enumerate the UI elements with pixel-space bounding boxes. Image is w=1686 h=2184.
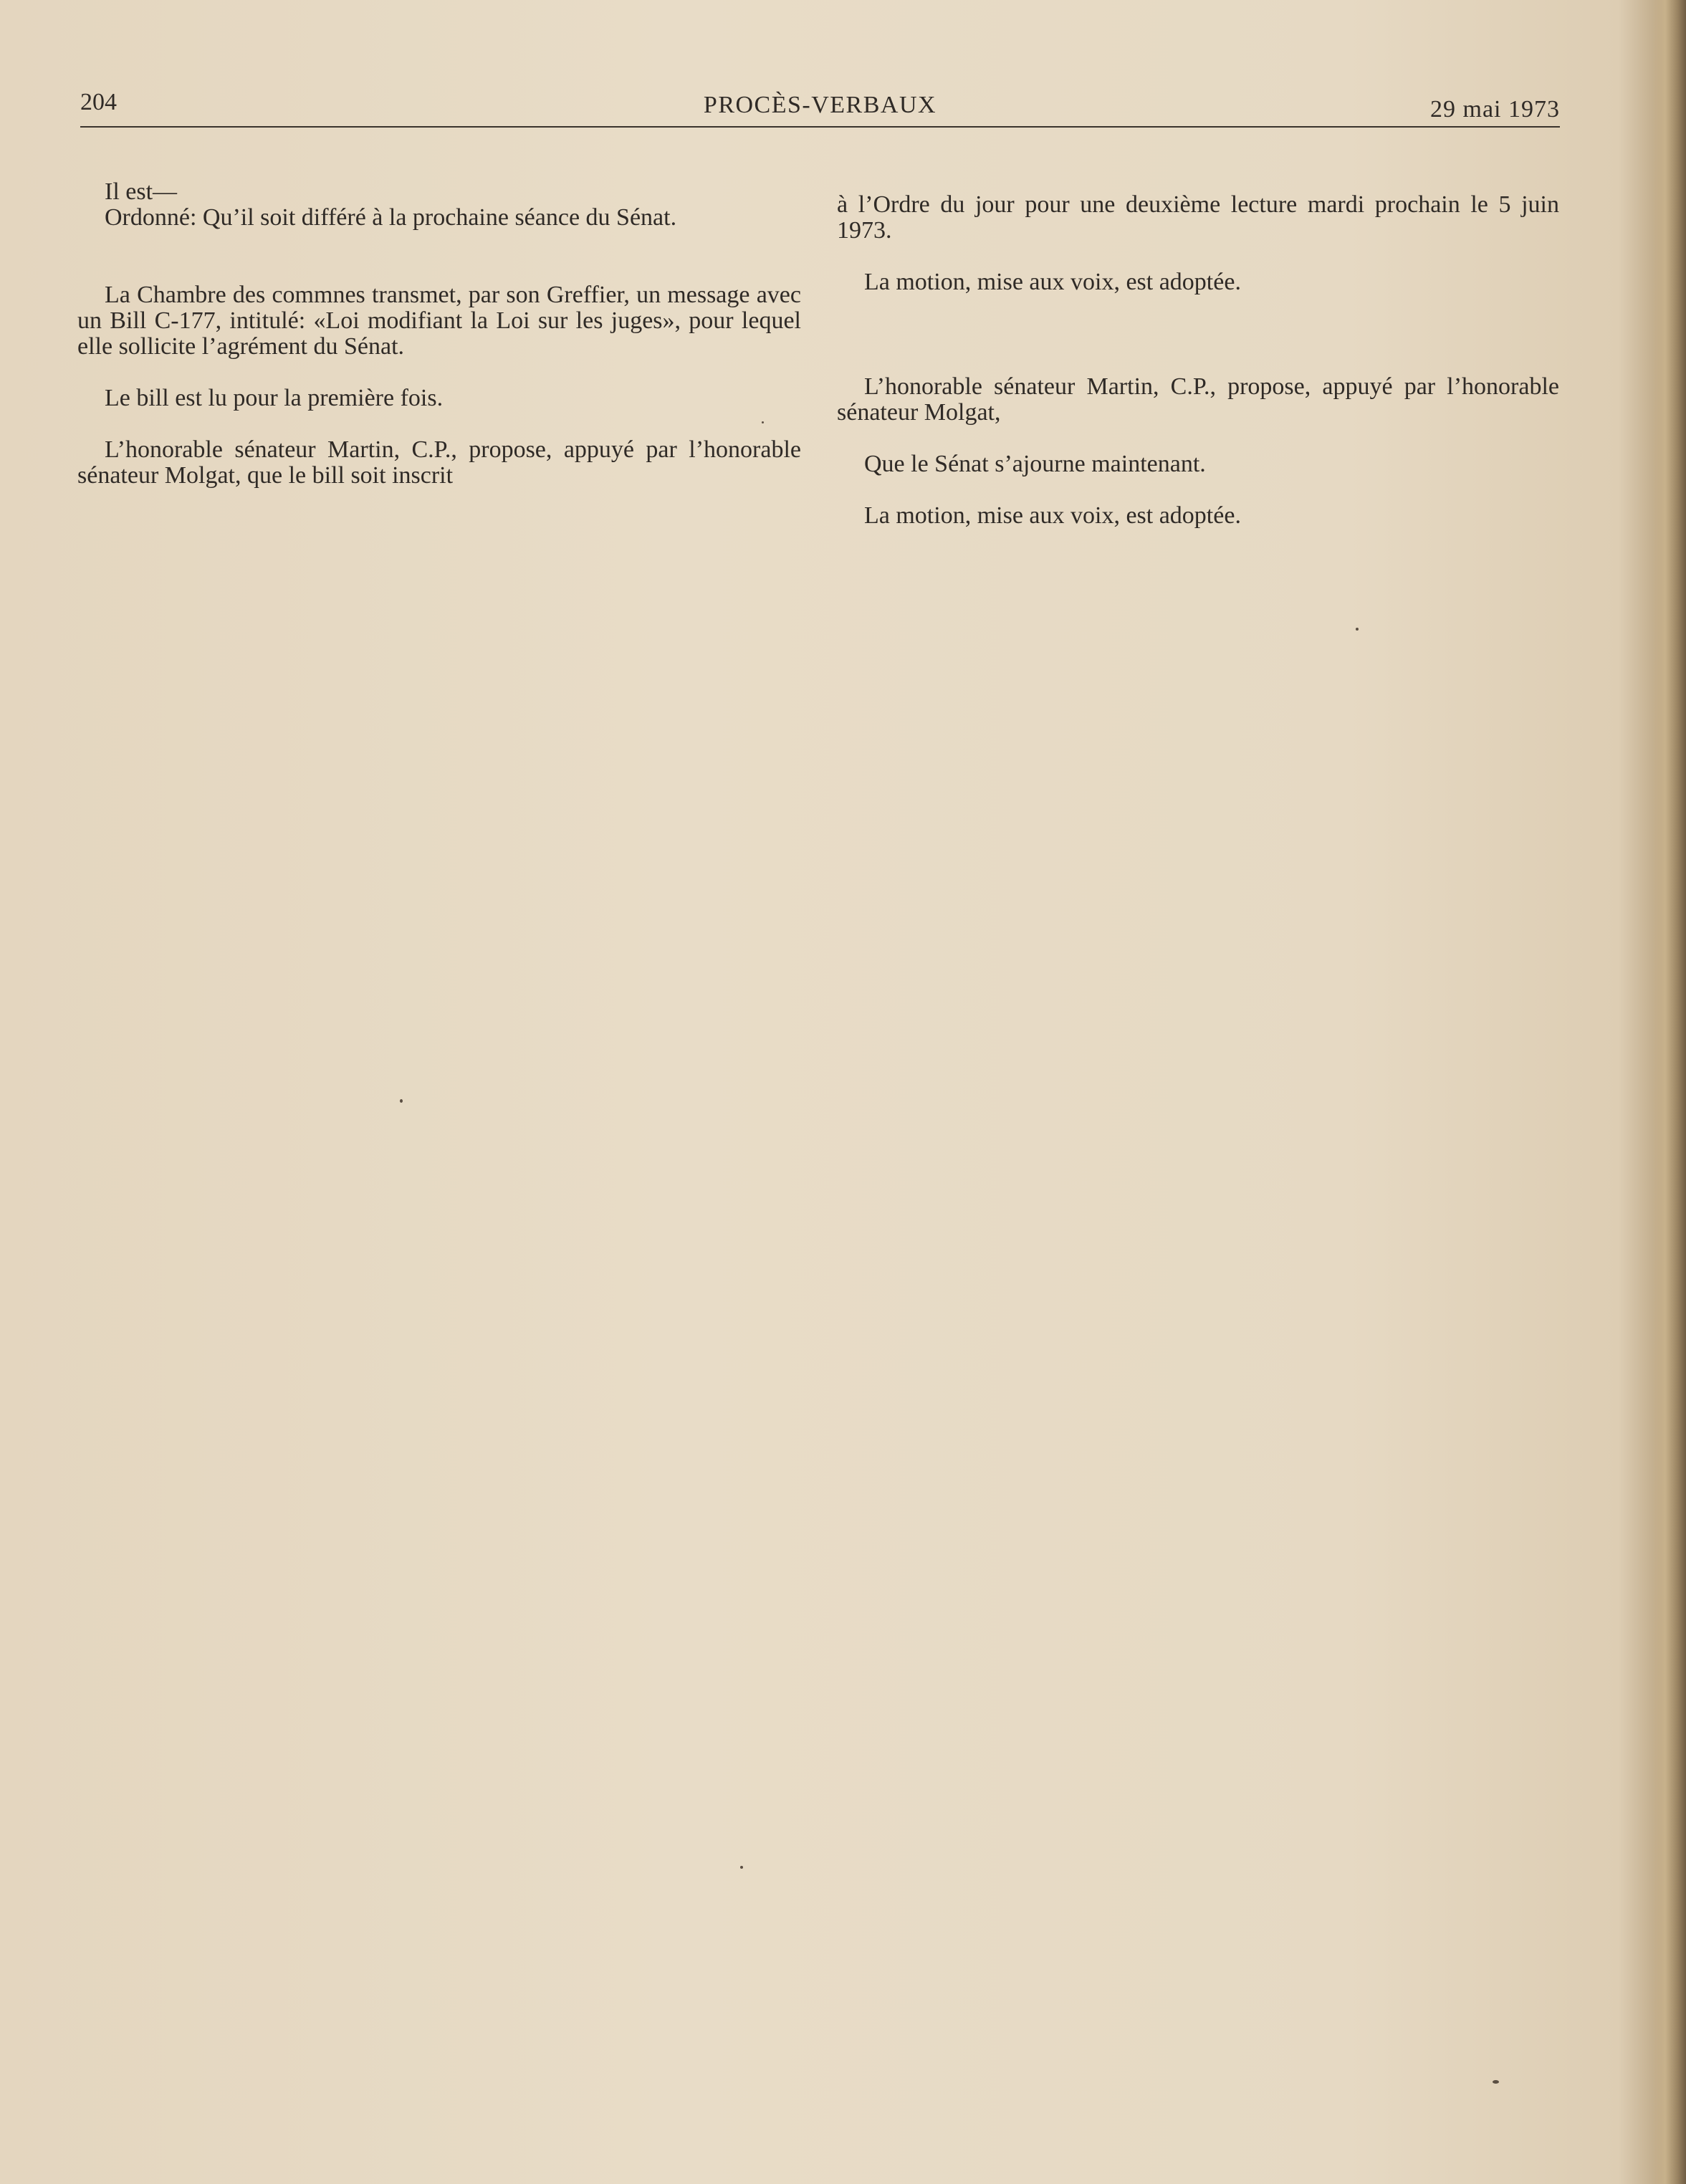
header-rule [80, 126, 1560, 128]
right-column [837, 192, 1559, 529]
left-column [77, 179, 801, 489]
paragraph-spacer [837, 295, 1559, 374]
paper-speck [400, 1099, 403, 1103]
paragraph-il-est: Il est— [105, 178, 178, 205]
paper-speck [1356, 628, 1359, 631]
paragraph-motion-adoptee-2: La motion, mise aux voix, est adoptée. [864, 502, 1241, 529]
paper-speck [1493, 2080, 1499, 2084]
page-edge-shadow [1652, 0, 1686, 2184]
running-title: PROCÈS-VERBAUX [703, 92, 937, 118]
paragraph-motion-ajournement: L’honorable sénateur Martin, C.P., propose, appuyé par l’honorable sénateur Molgat, [837, 373, 1559, 426]
paragraph-ordre-du-jour: à l’Ordre du jour pour une deuxième lecture mardi prochain le 5 juin 1973. [837, 191, 1559, 244]
paragraph-message-chambre: La Chambre des commnes transmet, par son Greffier, un message avec un Bill C-177, intitulé: «Loi modifiant la Loi sur les juges», pour lequel elle sollicite l’agrément du Sénat. [77, 282, 801, 360]
paragraph-spacer [77, 231, 801, 282]
paragraph-spacer [77, 360, 801, 385]
page-number: 204 [80, 89, 117, 115]
paragraph-spacer [837, 244, 1559, 269]
paper-speck [762, 421, 764, 423]
header-date: 29 mai 1973 [1430, 96, 1560, 123]
page-header [80, 85, 1560, 129]
paragraph-spacer [77, 411, 801, 437]
paragraph-spacer [837, 477, 1559, 503]
paragraph-senat-ajourne: Que le Sénat s’ajourne maintenant. [864, 451, 1206, 477]
paper-speck [740, 1866, 743, 1869]
paragraph-spacer [837, 426, 1559, 451]
paragraph-ordonne: Ordonné: Qu’il soit différé à la prochaine séance du Sénat. [105, 204, 677, 231]
paragraph-motion-inscription: L’honorable sénateur Martin, C.P., propose, appuyé par l’honorable sénateur Molgat, que le bill soit inscrit [77, 436, 801, 489]
paragraph-motion-adoptee-1: La motion, mise aux voix, est adoptée. [864, 269, 1241, 295]
paragraph-premiere-lecture: Le bill est lu pour la première fois. [105, 385, 444, 411]
